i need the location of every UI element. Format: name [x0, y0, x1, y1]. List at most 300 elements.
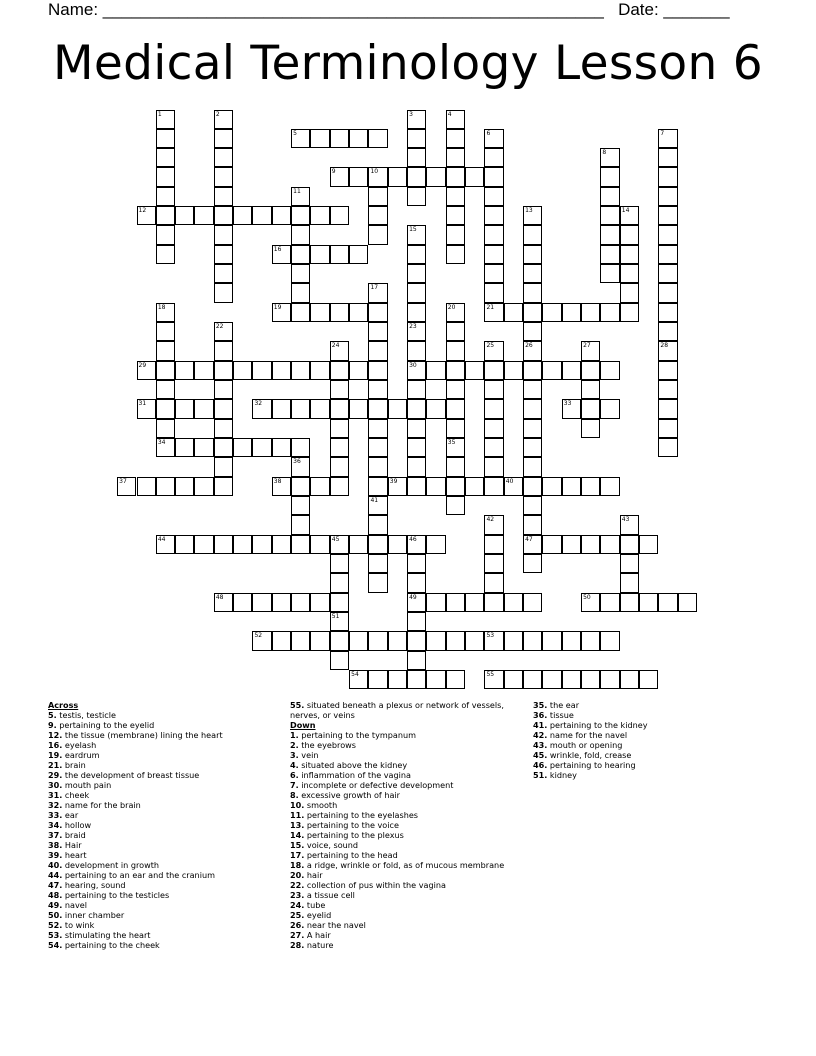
crossword-cell[interactable] [272, 593, 291, 612]
crossword-cell[interactable] [658, 361, 677, 380]
crossword-cell[interactable] [330, 245, 349, 264]
crossword-cell[interactable] [368, 322, 387, 341]
crossword-cell[interactable] [291, 206, 310, 225]
crossword-cell[interactable] [504, 631, 523, 650]
crossword-cell[interactable] [330, 631, 349, 650]
crossword-cell[interactable] [542, 303, 561, 322]
crossword-cell[interactable] [484, 593, 503, 612]
crossword-cell[interactable] [446, 361, 465, 380]
crossword-cell[interactable] [368, 573, 387, 592]
crossword-cell[interactable] [523, 399, 542, 418]
crossword-cell[interactable] [407, 399, 426, 418]
crossword-cell[interactable] [214, 380, 233, 399]
crossword-cell[interactable] [233, 206, 252, 225]
crossword-cell[interactable] [581, 361, 600, 380]
crossword-cell[interactable] [407, 670, 426, 689]
crossword-cell[interactable] [214, 419, 233, 438]
crossword-cell[interactable] [600, 631, 619, 650]
crossword-cell[interactable] [310, 631, 329, 650]
crossword-cell[interactable] [504, 303, 523, 322]
crossword-cell[interactable] [368, 631, 387, 650]
crossword-cell[interactable] [291, 438, 310, 457]
crossword-cell[interactable] [388, 535, 407, 554]
crossword-cell[interactable] [581, 399, 600, 418]
crossword-cell[interactable] [368, 670, 387, 689]
crossword-cell[interactable] [156, 225, 175, 244]
crossword-cell[interactable] [484, 187, 503, 206]
crossword-cell[interactable] [426, 631, 445, 650]
crossword-cell[interactable] [407, 187, 426, 206]
crossword-cell[interactable] [407, 264, 426, 283]
crossword-cell[interactable] [600, 245, 619, 264]
crossword-cell[interactable] [523, 438, 542, 457]
crossword-cell[interactable] [233, 535, 252, 554]
crossword-cell[interactable] [465, 593, 484, 612]
crossword-cell[interactable] [368, 515, 387, 534]
crossword-cell[interactable] [504, 361, 523, 380]
crossword-cell[interactable] [484, 554, 503, 573]
crossword-cell[interactable] [194, 477, 213, 496]
crossword-cell[interactable] [330, 457, 349, 476]
crossword-cell[interactable] [349, 399, 368, 418]
crossword-cell[interactable] [446, 477, 465, 496]
crossword-cell[interactable] [330, 206, 349, 225]
crossword-cell[interactable] [368, 554, 387, 573]
crossword-cell[interactable] [156, 399, 175, 418]
crossword-cell[interactable] [310, 245, 329, 264]
crossword-cell[interactable] [156, 361, 175, 380]
crossword-cell[interactable] [446, 380, 465, 399]
crossword-cell[interactable] [291, 631, 310, 650]
crossword-cell[interactable] [194, 438, 213, 457]
crossword-cell[interactable] [368, 380, 387, 399]
crossword-cell[interactable] [214, 187, 233, 206]
crossword-cell[interactable] [484, 283, 503, 302]
crossword-cell[interactable] [562, 535, 581, 554]
crossword-cell[interactable] [214, 283, 233, 302]
crossword-cell[interactable] [310, 477, 329, 496]
crossword-cell[interactable] [562, 670, 581, 689]
crossword-cell[interactable] [484, 419, 503, 438]
crossword-cell[interactable] [658, 303, 677, 322]
crossword-cell[interactable] [446, 206, 465, 225]
crossword-cell[interactable] [407, 631, 426, 650]
crossword-cell[interactable] [330, 303, 349, 322]
crossword-cell[interactable] [620, 264, 639, 283]
crossword-cell[interactable] [368, 457, 387, 476]
crossword-cell[interactable] [600, 303, 619, 322]
crossword-cell[interactable] [291, 593, 310, 612]
crossword-cell[interactable] [658, 438, 677, 457]
crossword-cell[interactable] [407, 419, 426, 438]
crossword-cell[interactable] [330, 361, 349, 380]
crossword-cell[interactable] [542, 535, 561, 554]
crossword-cell[interactable] [620, 245, 639, 264]
crossword-cell[interactable] [426, 167, 445, 186]
crossword-cell[interactable] [310, 361, 329, 380]
crossword-cell[interactable] [523, 380, 542, 399]
crossword-cell[interactable] [562, 631, 581, 650]
crossword-cell[interactable] [523, 593, 542, 612]
crossword-cell[interactable] [310, 303, 329, 322]
crossword-cell[interactable] [600, 593, 619, 612]
crossword-cell[interactable] [600, 187, 619, 206]
crossword-cell[interactable] [658, 399, 677, 418]
crossword-cell[interactable] [523, 283, 542, 302]
crossword-cell[interactable] [156, 167, 175, 186]
crossword-cell[interactable] [214, 206, 233, 225]
crossword-cell[interactable] [523, 245, 542, 264]
crossword-cell[interactable] [658, 322, 677, 341]
crossword-cell[interactable] [426, 535, 445, 554]
crossword-cell[interactable] [407, 303, 426, 322]
clue-number-label: 32 [254, 400, 263, 408]
crossword-cell[interactable] [388, 631, 407, 650]
crossword-cell[interactable] [581, 535, 600, 554]
crossword-cell[interactable] [542, 477, 561, 496]
crossword-cell[interactable] [620, 593, 639, 612]
crossword-cell[interactable] [291, 399, 310, 418]
crossword-cell[interactable] [600, 167, 619, 186]
crossword-cell[interactable] [175, 361, 194, 380]
crossword-cell[interactable] [291, 303, 310, 322]
crossword-cell[interactable] [620, 535, 639, 554]
crossword-cell[interactable] [388, 670, 407, 689]
crossword-cell[interactable] [542, 361, 561, 380]
crossword-cell[interactable] [214, 535, 233, 554]
crossword-cell[interactable] [523, 477, 542, 496]
crossword-cell[interactable] [600, 670, 619, 689]
crossword-cell[interactable] [330, 573, 349, 592]
crossword-cell[interactable] [233, 593, 252, 612]
crossword-cell[interactable] [388, 399, 407, 418]
crossword-cell[interactable] [484, 245, 503, 264]
crossword-cell[interactable] [368, 225, 387, 244]
crossword-cell[interactable] [252, 361, 271, 380]
crossword-cell[interactable] [426, 399, 445, 418]
crossword-cell[interactable] [658, 167, 677, 186]
crossword-cell[interactable] [407, 148, 426, 167]
crossword-cell[interactable] [330, 477, 349, 496]
crossword-cell[interactable] [330, 593, 349, 612]
crossword-cell[interactable] [484, 264, 503, 283]
crossword-cell[interactable] [620, 554, 639, 573]
crossword-cell[interactable] [484, 167, 503, 186]
crossword-cell[interactable] [523, 631, 542, 650]
crossword-cell[interactable] [446, 457, 465, 476]
crossword-cell[interactable] [600, 477, 619, 496]
crossword-cell[interactable] [214, 264, 233, 283]
crossword-cell[interactable] [446, 341, 465, 360]
crossword-cell[interactable] [291, 225, 310, 244]
crossword-cell[interactable] [368, 187, 387, 206]
crossword-cell[interactable] [658, 225, 677, 244]
crossword-cell[interactable] [156, 129, 175, 148]
crossword-cell[interactable] [310, 399, 329, 418]
crossword-cell[interactable] [523, 225, 542, 244]
crossword-cell[interactable] [658, 283, 677, 302]
crossword-cell[interactable] [446, 225, 465, 244]
crossword-cell[interactable] [407, 612, 426, 631]
crossword-cell[interactable] [523, 303, 542, 322]
crossword-cell[interactable] [407, 245, 426, 264]
crossword-cell[interactable] [156, 419, 175, 438]
crossword-cell[interactable] [214, 225, 233, 244]
crossword-cell[interactable] [349, 535, 368, 554]
crossword-cell[interactable] [523, 264, 542, 283]
crossword-cell[interactable] [446, 670, 465, 689]
crossword-cell[interactable] [542, 631, 561, 650]
crossword-cell[interactable] [194, 206, 213, 225]
crossword-cell[interactable] [446, 167, 465, 186]
crossword-cell[interactable] [156, 148, 175, 167]
crossword-cell[interactable] [620, 573, 639, 592]
crossword-cell[interactable] [252, 593, 271, 612]
crossword-cell[interactable] [233, 361, 252, 380]
crossword-cell[interactable] [368, 399, 387, 418]
crossword-cell[interactable] [291, 361, 310, 380]
crossword-cell[interactable] [349, 361, 368, 380]
crossword-cell[interactable] [310, 535, 329, 554]
crossword-cell[interactable] [349, 303, 368, 322]
crossword-cell[interactable] [330, 380, 349, 399]
crossword-cell[interactable] [214, 148, 233, 167]
crossword-cell[interactable] [523, 670, 542, 689]
crossword-cell[interactable] [368, 438, 387, 457]
crossword-cell[interactable] [523, 496, 542, 515]
crossword-cell[interactable] [484, 380, 503, 399]
crossword-cell[interactable] [156, 187, 175, 206]
crossword-cell[interactable] [214, 129, 233, 148]
crossword-cell[interactable] [368, 206, 387, 225]
crossword-cell[interactable] [484, 477, 503, 496]
crossword-cell[interactable] [291, 283, 310, 302]
crossword-cell[interactable] [214, 245, 233, 264]
crossword-cell[interactable] [600, 264, 619, 283]
crossword-cell[interactable] [407, 457, 426, 476]
crossword-cell[interactable] [368, 303, 387, 322]
crossword-cell[interactable] [600, 361, 619, 380]
crossword-cell[interactable] [175, 438, 194, 457]
crossword-cell[interactable] [252, 206, 271, 225]
crossword-cell[interactable] [272, 399, 291, 418]
crossword-cell[interactable] [426, 670, 445, 689]
crossword-cell[interactable] [310, 593, 329, 612]
crossword-cell[interactable] [620, 670, 639, 689]
crossword-cell[interactable] [214, 457, 233, 476]
date-field[interactable]: Date: _______ [618, 0, 730, 19]
crossword-cell[interactable] [639, 670, 658, 689]
crossword-cell[interactable] [562, 477, 581, 496]
crossword-cell[interactable] [523, 554, 542, 573]
crossword-cell[interactable] [368, 419, 387, 438]
crossword-cell[interactable] [407, 380, 426, 399]
crossword-cell[interactable] [330, 399, 349, 418]
crossword-cell[interactable] [465, 631, 484, 650]
crossword-cell[interactable] [581, 631, 600, 650]
crossword-cell[interactable] [214, 438, 233, 457]
crossword-cell[interactable] [446, 496, 465, 515]
crossword-cell[interactable] [504, 593, 523, 612]
crossword-cell[interactable] [581, 477, 600, 496]
crossword-cell[interactable] [446, 148, 465, 167]
crossword-cell[interactable] [484, 535, 503, 554]
crossword-cell[interactable] [484, 573, 503, 592]
crossword-cell[interactable] [658, 148, 677, 167]
crossword-cell[interactable] [446, 129, 465, 148]
crossword-cell[interactable] [407, 167, 426, 186]
crossword-cell[interactable] [484, 148, 503, 167]
crossword-cell[interactable] [407, 477, 426, 496]
crossword-cell[interactable] [407, 438, 426, 457]
crossword-cell[interactable] [194, 399, 213, 418]
crossword-cell[interactable] [214, 477, 233, 496]
crossword-cell[interactable] [291, 496, 310, 515]
crossword-cell[interactable] [542, 670, 561, 689]
crossword-cell[interactable] [330, 554, 349, 573]
crossword-cell[interactable] [581, 303, 600, 322]
crossword-cell[interactable] [446, 419, 465, 438]
crossword-cell[interactable] [581, 670, 600, 689]
crossword-cell[interactable] [330, 438, 349, 457]
crossword-cell[interactable] [368, 341, 387, 360]
crossword-cell[interactable] [407, 554, 426, 573]
crossword-cell[interactable] [523, 515, 542, 534]
crossword-cell[interactable] [349, 245, 368, 264]
crossword-cell[interactable] [214, 361, 233, 380]
crossword-cell[interactable] [426, 593, 445, 612]
crossword-cell[interactable] [639, 535, 658, 554]
crossword-cell[interactable] [156, 322, 175, 341]
crossword-cell[interactable] [581, 419, 600, 438]
crossword-cell[interactable] [214, 399, 233, 418]
crossword-cell[interactable] [484, 361, 503, 380]
crossword-cell[interactable] [658, 380, 677, 399]
crossword-cell[interactable] [194, 535, 213, 554]
crossword-cell[interactable] [291, 515, 310, 534]
crossword-cell[interactable] [562, 303, 581, 322]
crossword-cell[interactable] [349, 631, 368, 650]
crossword-cell[interactable] [175, 399, 194, 418]
crossword-cell[interactable] [272, 535, 291, 554]
crossword-cell[interactable] [272, 361, 291, 380]
crossword-cell[interactable] [233, 438, 252, 457]
crossword-cell[interactable] [523, 419, 542, 438]
crossword-cell[interactable] [137, 477, 156, 496]
crossword-cell[interactable] [368, 535, 387, 554]
crossword-cell[interactable] [310, 206, 329, 225]
crossword-cell[interactable] [330, 419, 349, 438]
crossword-cell[interactable] [214, 341, 233, 360]
crossword-cell[interactable] [426, 477, 445, 496]
crossword-cell[interactable] [658, 419, 677, 438]
crossword-cell[interactable] [523, 457, 542, 476]
crossword-cell[interactable] [465, 361, 484, 380]
crossword-cell[interactable] [639, 593, 658, 612]
crossword-cell[interactable] [291, 477, 310, 496]
crossword-cell[interactable] [658, 187, 677, 206]
crossword-cell[interactable] [562, 361, 581, 380]
crossword-cell[interactable] [156, 477, 175, 496]
crossword-cell[interactable] [175, 477, 194, 496]
crossword-cell[interactable] [620, 283, 639, 302]
crossword-cell[interactable] [407, 283, 426, 302]
crossword-cell[interactable] [523, 361, 542, 380]
crossword-cell[interactable] [252, 535, 271, 554]
crossword-cell[interactable] [156, 206, 175, 225]
crossword-cell[interactable] [678, 593, 697, 612]
crossword-cell[interactable] [484, 225, 503, 244]
crossword-cell[interactable] [194, 361, 213, 380]
crossword-cell[interactable] [156, 380, 175, 399]
crossword-cell[interactable] [272, 631, 291, 650]
crossword-cell[interactable] [446, 631, 465, 650]
crossword-cell[interactable] [658, 593, 677, 612]
crossword-cell[interactable] [658, 206, 677, 225]
crossword-cell[interactable] [446, 245, 465, 264]
crossword-cell[interactable] [446, 187, 465, 206]
crossword-cell[interactable] [175, 206, 194, 225]
crossword-cell[interactable] [388, 167, 407, 186]
crossword-cell[interactable] [368, 477, 387, 496]
crossword-cell[interactable] [407, 129, 426, 148]
crossword-cell[interactable] [446, 322, 465, 341]
crossword-cell[interactable] [446, 399, 465, 418]
crossword-cell[interactable] [272, 206, 291, 225]
crossword-cell[interactable] [523, 322, 542, 341]
crossword-cell[interactable] [156, 341, 175, 360]
crossword-cell[interactable] [291, 264, 310, 283]
crossword-cell[interactable] [484, 457, 503, 476]
crossword-cell[interactable] [600, 206, 619, 225]
crossword-cell[interactable] [310, 129, 329, 148]
crossword-cell[interactable] [465, 167, 484, 186]
crossword-cell[interactable] [426, 361, 445, 380]
crossword-cell[interactable] [600, 225, 619, 244]
crossword-cell[interactable] [349, 129, 368, 148]
crossword-cell[interactable] [600, 399, 619, 418]
crossword-cell[interactable] [291, 245, 310, 264]
name-field[interactable]: Name: _____________________________________________________ [48, 0, 604, 19]
crossword-cell[interactable] [175, 535, 194, 554]
crossword-cell[interactable] [156, 245, 175, 264]
crossword-cell[interactable] [658, 245, 677, 264]
crossword-cell[interactable] [620, 303, 639, 322]
crossword-cell[interactable] [252, 438, 271, 457]
crossword-cell[interactable] [407, 651, 426, 670]
crossword-cell[interactable] [581, 380, 600, 399]
crossword-cell[interactable] [484, 399, 503, 418]
crossword-cell[interactable] [504, 670, 523, 689]
crossword-cell[interactable] [407, 341, 426, 360]
crossword-cell[interactable] [407, 573, 426, 592]
crossword-cell[interactable] [368, 361, 387, 380]
crossword-cell[interactable] [484, 438, 503, 457]
crossword-cell[interactable] [658, 264, 677, 283]
crossword-cell[interactable] [330, 651, 349, 670]
crossword-cell[interactable] [465, 477, 484, 496]
crossword-cell[interactable] [272, 438, 291, 457]
crossword-cell[interactable] [214, 167, 233, 186]
crossword-cell[interactable] [446, 593, 465, 612]
crossword-cell[interactable] [349, 167, 368, 186]
crossword-cell[interactable] [600, 535, 619, 554]
crossword-cell[interactable] [368, 129, 387, 148]
crossword-cell[interactable] [620, 225, 639, 244]
crossword-cell[interactable] [484, 206, 503, 225]
crossword-cell[interactable] [330, 129, 349, 148]
crossword-cell[interactable] [291, 535, 310, 554]
